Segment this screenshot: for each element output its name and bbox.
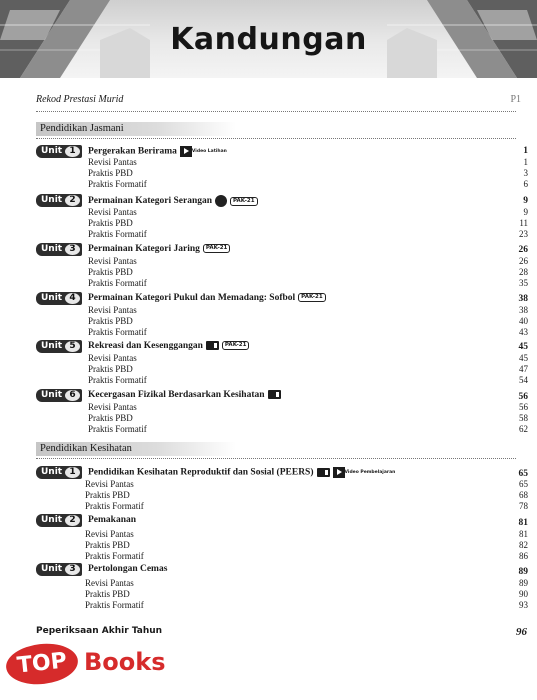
unit-title: Pertolongan Cemas [88, 564, 168, 574]
toc-subitem-page: 54 [519, 375, 528, 385]
unit-page: 56 [518, 392, 528, 402]
topbooks-watermark-logo [6, 638, 196, 694]
toc-subitem[interactable]: Praktis Formatif [88, 229, 147, 239]
toc-subitem-page: 90 [519, 589, 528, 599]
toc-subitem[interactable]: Praktis PBD [88, 364, 133, 374]
toc-subitem-page: 86 [519, 551, 528, 561]
video-label: Video Pembelajaran [344, 470, 396, 475]
unit-title: Pendidikan Kesihatan Reproduktif dan Sosial (PEERS) Video Pembelajaran [88, 467, 396, 478]
toc-subitem[interactable]: Revisi Pantas [85, 578, 134, 588]
toc-subitem-page: 35 [519, 278, 528, 288]
pak21-tag: PAK-21 [203, 244, 231, 253]
play-video-icon [333, 467, 345, 478]
rekod-prestasi-label: Rekod Prestasi Murid [36, 94, 124, 105]
toc-subitem-page: 65 [519, 479, 528, 489]
video-label: Video Latihan [191, 149, 227, 154]
toc-subitem-page: 6 [523, 179, 528, 189]
toc-subitem-page: 62 [519, 424, 528, 434]
toc-subitem[interactable]: Praktis Formatif [85, 551, 144, 561]
toc-subitem[interactable]: Praktis PBD [85, 540, 130, 550]
unit-title: Permainan Kategori Jaring PAK-21 [88, 244, 230, 254]
toc-subitem-page: 82 [519, 540, 528, 550]
toc-subitem-page: 89 [519, 578, 528, 588]
toc-subitem-page: 58 [519, 413, 528, 423]
pak21-tag: PAK-21 [222, 341, 250, 350]
toc-subitem[interactable]: Praktis PBD [88, 267, 133, 277]
unit-badge: Unit 3 [36, 563, 82, 576]
divider [36, 138, 516, 139]
unit-title: Pergerakan Berirama Video Latihan [88, 146, 227, 157]
toc-subitem[interactable]: Praktis Formatif [88, 278, 147, 288]
toc-subitem[interactable]: Praktis PBD [88, 413, 133, 423]
video-camera-icon [206, 341, 219, 350]
toc-subitem-page: 11 [519, 218, 528, 228]
section-heading-pendidikan-jasmani: Pendidikan Jasmani [36, 122, 236, 136]
toc-subitem[interactable]: Praktis Formatif [85, 501, 144, 511]
unit-badge: Unit 1 [36, 466, 82, 479]
toc-subitem[interactable]: Praktis Formatif [88, 327, 147, 337]
toc-subitem[interactable]: Praktis PBD [85, 490, 130, 500]
unit-page: 9 [523, 196, 528, 206]
unit-page: 81 [518, 518, 528, 528]
unit-title: Kecergasan Fizikal Berdasarkan Kesihatan [88, 390, 281, 400]
toc-subitem[interactable]: Revisi Pantas [85, 529, 134, 539]
toc-subitem-page: 3 [523, 168, 528, 178]
toc-subitem[interactable]: Praktis Formatif [88, 179, 147, 189]
unit-badge: Unit 5 [36, 340, 82, 353]
toc-final-exam-page: 96 [516, 626, 527, 638]
toc-subitem-page: 26 [519, 256, 528, 266]
toc-subitem[interactable]: Praktis PBD [88, 168, 133, 178]
toc-subitem[interactable]: Praktis PBD [88, 218, 133, 228]
unit-page: 38 [518, 294, 528, 304]
unit-page: 1 [523, 146, 528, 156]
toc-subitem-page: 93 [519, 600, 528, 610]
unit-badge: Unit 1 [36, 145, 82, 158]
video-camera-icon [268, 390, 281, 399]
toc-subitem-page: 28 [519, 267, 528, 277]
unit-badge: Unit 2 [36, 194, 82, 207]
divider [36, 111, 516, 112]
toc-subitem[interactable]: Revisi Pantas [88, 207, 137, 217]
page-title: Kandungan [170, 22, 367, 57]
toc-subitem[interactable]: Revisi Pantas [88, 353, 137, 363]
toc-subitem[interactable]: Revisi Pantas [85, 479, 134, 489]
pak21-tag: PAK-21 [298, 293, 326, 302]
toc-subitem-page: 68 [519, 490, 528, 500]
toc-subitem[interactable]: Revisi Pantas [88, 157, 137, 167]
toc-subitem-page: 9 [523, 207, 528, 217]
header-banner [0, 0, 537, 78]
section-heading-pendidikan-kesihatan: Pendidikan Kesihatan [36, 442, 236, 456]
toc-subitem[interactable]: Praktis PBD [85, 589, 130, 599]
unit-title: Permainan Kategori Serangan PAK-21 [88, 195, 258, 207]
unit-title: Rekreasi dan Kesenggangan PAK-21 [88, 341, 249, 351]
unit-title: Permainan Kategori Pukul dan Memadang: Sofbol PAK-21 [88, 293, 326, 303]
toc-subitem-page: 56 [519, 402, 528, 412]
toc-subitem-page: 23 [519, 229, 528, 239]
toc-subitem[interactable]: Revisi Pantas [88, 402, 137, 412]
unit-page: 26 [518, 245, 528, 255]
unit-badge: Unit 6 [36, 389, 82, 402]
globe-icon [215, 195, 227, 207]
toc-subitem-page: 81 [519, 529, 528, 539]
toc-subitem-page: 45 [519, 353, 528, 363]
toc-subitem-page: 40 [519, 316, 528, 326]
toc-subitem[interactable]: Praktis Formatif [88, 424, 147, 434]
toc-subitem[interactable]: Revisi Pantas [88, 256, 137, 266]
unit-title: Pemakanan [88, 515, 137, 525]
unit-badge: Unit 2 [36, 514, 82, 527]
logo-books-text: Books [84, 648, 166, 676]
toc-subitem[interactable]: Praktis Formatif [88, 375, 147, 385]
toc-subitem[interactable]: Revisi Pantas [88, 305, 137, 315]
rekod-prestasi-page: P1 [510, 94, 521, 105]
unit-badge: Unit 4 [36, 292, 82, 305]
toc-subitem-page: 1 [523, 157, 528, 167]
video-camera-icon [317, 468, 330, 477]
unit-badge: Unit 3 [36, 243, 82, 256]
toc-subitem-page: 38 [519, 305, 528, 315]
toc-subitem-page: 47 [519, 364, 528, 374]
toc-subitem-page: 43 [519, 327, 528, 337]
toc-subitem[interactable]: Praktis Formatif [85, 600, 144, 610]
pak21-tag: PAK-21 [230, 197, 258, 206]
toc-subitem-page: 78 [519, 501, 528, 511]
toc-subitem[interactable]: Praktis PBD [88, 316, 133, 326]
play-video-icon [180, 146, 192, 157]
unit-page: 45 [518, 342, 528, 352]
unit-page: 89 [518, 567, 528, 577]
divider [36, 458, 516, 459]
unit-page: 65 [518, 469, 528, 479]
toc-final-exam[interactable]: Peperiksaan Akhir Tahun [36, 626, 163, 636]
logo-top-text: TOP [4, 640, 80, 687]
